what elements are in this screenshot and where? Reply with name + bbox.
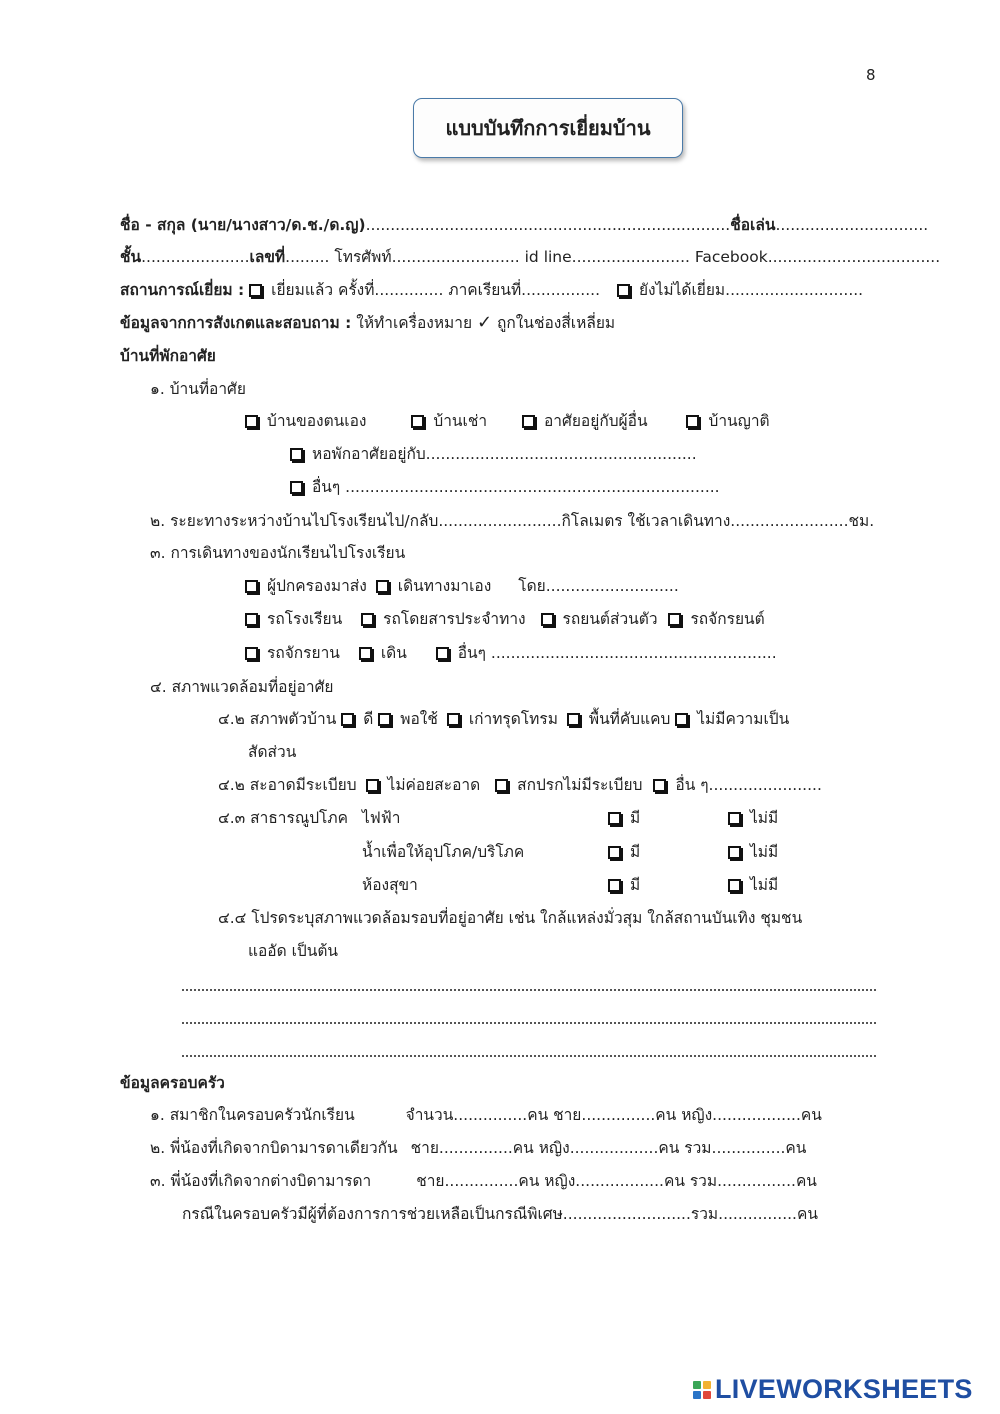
q2-label: ๒. ระยะทางระหว่างบ้านไปโรงเรียนไป/กลับ.........................กิโลเมตร ใช้เวลาเดินทาง........................ชม.: [150, 512, 875, 530]
q4-1-continuation: สัดส่วน: [248, 743, 297, 761]
facebook-label: Facebook: [694, 248, 768, 266]
q3-row1: [245, 575, 679, 597]
house-cramped-checkbox[interactable]: [567, 713, 580, 726]
q3-label: ๓. การเดินทางของนักเรียนไปโรงเรียน: [150, 544, 406, 562]
visited-checkbox[interactable]: [249, 284, 262, 297]
status-label: สถานการณ์เยี่ยม :: [120, 281, 245, 299]
semester-label: ภาคเรียนที่................: [448, 281, 600, 299]
water-no: [728, 841, 778, 863]
family-q3-label: ๓. พี่น้องที่เกิดจากต่างบิดามารดา: [150, 1172, 372, 1190]
phone-label: โทรศัพท์: [334, 248, 392, 266]
line-label: id line: [524, 248, 572, 266]
status-row: [120, 279, 863, 301]
logo-tile: [703, 1391, 711, 1399]
dorm-row: [290, 443, 697, 465]
family-heading: ข้อมูลครอบครัว: [120, 1074, 225, 1092]
name-label: ชื่อ - สกุล (นาย/นางสาว/ด.ช./ด.ญ): [120, 216, 366, 234]
observe-row: [120, 312, 615, 334]
q1-label: ๑. บ้านที่อาศัย: [150, 380, 246, 398]
yes-label: มี: [630, 809, 641, 827]
logo-text: LIVEWORKSHEETS: [715, 1374, 973, 1404]
dorm-label: หอพักอาศัยอยู่กับ.......................................................: [312, 445, 697, 463]
q3-row2: [245, 608, 765, 630]
toilet-yes: [608, 874, 640, 896]
dorm-checkbox[interactable]: [290, 448, 303, 461]
liveworksheets-logo: [693, 1374, 973, 1405]
family-special-case[interactable]: กรณีในครอบครัวมีผู้ที่ต้องการการช่วยเหลือเป็นกรณีพิเศษ..........................รวม................คน: [182, 1205, 818, 1223]
family-q1: [150, 1104, 822, 1126]
option-label: รถจักรยาน: [267, 644, 340, 662]
option-label: เดิน: [380, 644, 407, 662]
other-house-label: อื่นๆ ............................................................................: [312, 478, 720, 496]
option-label: รถโดยสารประจำทาง: [383, 610, 526, 628]
utility-water: น้ำเพื่อให้อุปโภค/บริโภค: [362, 843, 525, 861]
own-house-checkbox[interactable]: [245, 415, 258, 428]
line-field[interactable]: ........................: [571, 248, 690, 266]
family-q3-fields[interactable]: ชาย...............คน หญิง..................คน รวม................คน: [416, 1172, 817, 1190]
name-row: [120, 214, 928, 236]
option-label: อื่น ๆ.......................: [675, 776, 822, 794]
bicycle-checkbox[interactable]: [245, 647, 258, 660]
house-old-checkbox[interactable]: [447, 713, 460, 726]
logo-tiles-icon: [693, 1381, 711, 1399]
option-label: พอใช้: [400, 710, 438, 728]
q4-1-row: [218, 708, 789, 730]
q3-row3: [245, 642, 777, 664]
family-q1-label: ๑. สมาชิกในครอบครัวนักเรียน: [150, 1106, 355, 1124]
toilet-no-checkbox[interactable]: [728, 879, 741, 892]
option-label: ผู้ปกครองมาส่ง: [267, 577, 367, 595]
utility-electricity: ไฟฟ้า: [362, 809, 401, 827]
house-no-proportion-checkbox[interactable]: [675, 713, 688, 726]
option-label: รถโรงเรียน: [267, 610, 343, 628]
option-label: สกปรกไม่มีระเบียบ: [517, 776, 643, 794]
electricity-no-checkbox[interactable]: [728, 812, 741, 825]
option-label: พื้นที่คับแคบ: [588, 710, 671, 728]
live-with-others-checkbox[interactable]: [522, 415, 535, 428]
utility-toilet: ห้องสุขา: [362, 876, 418, 894]
option-label: ไม่ค่อยสะอาด: [387, 776, 481, 794]
q4-label: ๔. สภาพแวดล้อมที่อยู่อาศัย: [150, 678, 334, 696]
no-label: ไม่มี: [750, 843, 779, 861]
number-field[interactable]: .........: [285, 248, 330, 266]
toilet-no: [728, 874, 778, 896]
option-label: ดี: [363, 710, 374, 728]
option-label: อาศัยอยู่กับผู้อื่น: [544, 412, 648, 430]
facebook-field[interactable]: ...................................: [767, 248, 941, 266]
q4-1-label: ๔.๒ สภาพตัวบ้าน: [218, 710, 337, 728]
check-mark-icon: ✓: [476, 312, 493, 333]
water-yes-checkbox[interactable]: [608, 846, 621, 859]
family-q2: [150, 1137, 806, 1159]
logo-tile: [693, 1381, 701, 1389]
option-label: เก่าทรุดโทรม: [468, 710, 558, 728]
answer-line[interactable]: [182, 1055, 876, 1057]
visited-label: เยี่ยมแล้ว ครั้งที่..............: [271, 281, 444, 299]
yes-label: มี: [630, 876, 641, 894]
no-label: ไม่มี: [750, 809, 779, 827]
class-row: [120, 246, 940, 268]
not-clean-checkbox[interactable]: [366, 779, 379, 792]
yes-label: มี: [630, 843, 641, 861]
clean-other-checkbox[interactable]: [653, 779, 666, 792]
name-field[interactable]: ..........................................................................: [365, 216, 731, 234]
relative-house-checkbox[interactable]: [686, 415, 699, 428]
class-label: ชั้น: [120, 248, 142, 266]
option-label: รถยนต์ส่วนตัว: [562, 610, 658, 628]
dirty-checkbox[interactable]: [495, 779, 508, 792]
private-car-checkbox[interactable]: [541, 613, 554, 626]
page-number: 8: [866, 66, 876, 84]
not-visited-checkbox[interactable]: [617, 284, 630, 297]
nickname-field[interactable]: ...............................: [775, 216, 929, 234]
other-travel-checkbox[interactable]: [436, 647, 449, 660]
option-label: บ้านของตนเอง: [267, 412, 367, 430]
water-no-checkbox[interactable]: [728, 846, 741, 859]
house-fair-checkbox[interactable]: [378, 713, 391, 726]
toilet-yes-checkbox[interactable]: [608, 879, 621, 892]
public-bus-checkbox[interactable]: [361, 613, 374, 626]
water-yes: [608, 841, 640, 863]
option-label: อื่นๆ ..........................................................: [457, 644, 777, 662]
q4-3-label: ๔.๓ สาธารณูปโภค: [218, 809, 348, 827]
logo-tile: [693, 1391, 701, 1399]
option-label: เดินทางมาเอง: [397, 577, 492, 595]
option-label: บ้านเช่า: [433, 412, 488, 430]
family-q3: [150, 1170, 817, 1192]
number-label: เลขที่: [249, 248, 286, 266]
option-label: ไม่มีความเป็น: [697, 710, 790, 728]
walk-checkbox[interactable]: [359, 647, 372, 660]
q4-2-label: ๔.๒ สะอาดมีระเบียบ: [218, 776, 357, 794]
class-field[interactable]: ......................: [141, 248, 250, 266]
family-q1-fields[interactable]: จำนวน...............คน ชาย...............คน หญิง..................คน: [405, 1106, 822, 1124]
housing-heading: บ้านที่พักอาศัย: [120, 347, 216, 365]
answer-line[interactable]: [182, 1022, 876, 1024]
house-good-checkbox[interactable]: [341, 713, 354, 726]
phone-field[interactable]: ..........................: [391, 248, 520, 266]
travel-by-field[interactable]: โดย...........................: [518, 577, 679, 595]
motorcycle-checkbox[interactable]: [668, 613, 681, 626]
other-house-row: [290, 476, 720, 498]
self-travel-checkbox[interactable]: [376, 580, 389, 593]
q4-2-row: [218, 774, 822, 796]
answer-line[interactable]: [182, 989, 876, 991]
electricity-yes: [608, 807, 640, 829]
observe-note: ให้ทำเครื่องหมาย: [356, 314, 473, 332]
page-title: แบบบันทึกการเยี่ยมบ้าน: [413, 98, 683, 158]
no-label: ไม่มี: [750, 876, 779, 894]
q1-options: [245, 410, 770, 432]
option-label: รถจักรยนต์: [690, 610, 765, 628]
q4-4-label: ๔.๔ โปรดระบุสภาพแวดล้อมรอบที่อยู่อาศัย เช่น ใกล้แหล่งมั่วสุม ใกล้สถานบันเทิง ชุมชน: [218, 909, 803, 927]
electricity-no: [728, 807, 778, 829]
school-bus-checkbox[interactable]: [245, 613, 258, 626]
family-q2-label: ๒. พี่น้องที่เกิดจากบิดามารดาเดียวกัน: [150, 1139, 398, 1157]
observe-note2: ถูกในช่องสี่เหลี่ยม: [497, 314, 616, 332]
not-visited-label: ยังไม่ได้เยี่ยม............................: [638, 281, 864, 299]
parent-drop-checkbox[interactable]: [245, 580, 258, 593]
other-house-checkbox[interactable]: [290, 481, 303, 494]
option-label: บ้านญาติ: [708, 412, 770, 430]
electricity-yes-checkbox[interactable]: [608, 812, 621, 825]
observe-label: ข้อมูลจากการสังเกตและสอบถาม :: [120, 314, 352, 332]
logo-tile: [703, 1381, 711, 1389]
rented-house-checkbox[interactable]: [411, 415, 424, 428]
nickname-label: ชื่อเล่น: [730, 216, 776, 234]
family-q2-fields[interactable]: ชาย...............คน หญิง..................คน รวม...............คน: [410, 1139, 807, 1157]
q4-4-continuation: แออัด เป็นต้น: [248, 942, 338, 960]
